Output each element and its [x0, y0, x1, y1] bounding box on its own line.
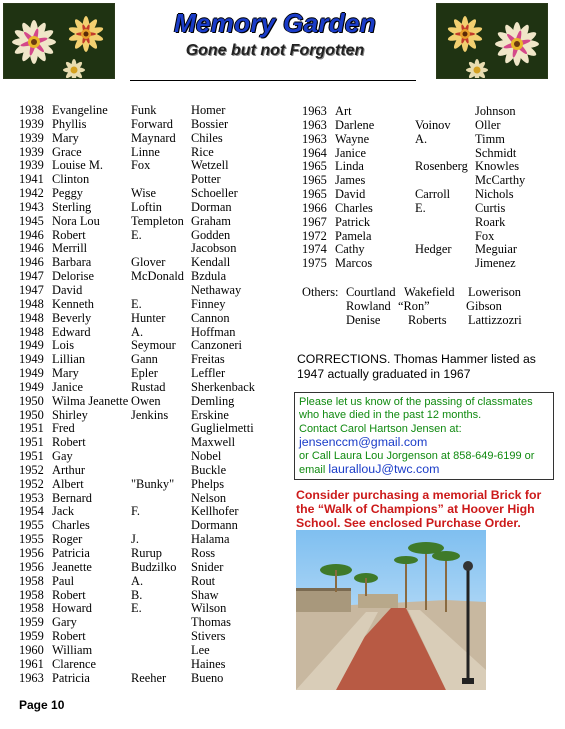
middle-name: Gann: [131, 352, 158, 367]
middle-name: Glover: [131, 255, 166, 270]
last-name: Bzdula: [191, 269, 227, 284]
notice-box: [294, 392, 554, 480]
list-item: [302, 216, 552, 230]
grad-year: 1943: [19, 199, 44, 214]
first-name: Grace: [52, 144, 82, 159]
first-name: Delorise: [52, 269, 94, 284]
grad-year: 1946: [19, 241, 44, 256]
list-item: [19, 339, 289, 353]
grad-year: 1958: [19, 573, 44, 588]
others-middle: “Ron”: [398, 299, 430, 313]
grad-year: 1965: [302, 159, 327, 174]
grad-year: 1949: [19, 379, 44, 394]
grad-year: 1946: [19, 227, 44, 242]
first-name: Darlene: [335, 117, 375, 132]
middle-name: "Bunky": [131, 476, 175, 491]
last-name: Haines: [191, 656, 226, 671]
first-name: Shirley: [52, 407, 88, 422]
list-item: [19, 146, 289, 160]
list-item: [302, 202, 552, 216]
list-item: [302, 188, 552, 202]
middle-name: Carroll: [415, 187, 451, 202]
first-name: Patricia: [52, 546, 90, 560]
first-name: Janice: [52, 379, 83, 394]
middle-name: Maynard: [131, 130, 176, 145]
brick-promo: Consider purchasing a memorial Brick for the “Walk of Champions” at Hoover High School. See enclosed Purchase Order.: [296, 488, 542, 530]
first-name: Linda: [335, 159, 364, 174]
notice-line2: Contact Carol Hartson Jensen at:: [299, 422, 462, 435]
grad-year: 1949: [19, 352, 44, 367]
grad-year: 1964: [302, 145, 327, 160]
first-name: Paul: [52, 573, 75, 588]
first-name: Charles: [335, 200, 373, 215]
flower-photo-right: [436, 3, 548, 79]
grad-year: 1938: [19, 103, 44, 117]
last-name: Demling: [191, 393, 235, 408]
list-item: [19, 450, 289, 464]
middle-name: A.: [131, 324, 144, 339]
last-name: Nelson: [191, 490, 227, 505]
others-last: Gibson: [466, 299, 502, 313]
others-section: [302, 285, 552, 327]
list-item: [19, 505, 289, 519]
grad-year: 1959: [19, 629, 44, 644]
middle-name: Forward: [131, 116, 173, 131]
last-name: Roark: [475, 214, 506, 229]
list-item: [19, 519, 289, 533]
last-name: Schoeller: [191, 186, 238, 201]
last-name: Leffler: [191, 366, 226, 381]
grad-year: 1963: [302, 117, 327, 132]
header-divider: [130, 80, 416, 81]
list-item: [19, 436, 289, 450]
list-item: [302, 147, 552, 161]
grad-year: 1946: [19, 255, 44, 270]
last-name: Knowles: [475, 159, 520, 174]
first-name: Howard: [52, 601, 92, 616]
page-subtitle: Gone but not Forgotten: [185, 42, 365, 59]
grad-year: 1939: [19, 130, 44, 145]
last-name: Halama: [191, 532, 230, 547]
first-name: Lillian: [52, 352, 86, 367]
last-name: Graham: [191, 213, 231, 228]
list-item: [19, 229, 289, 243]
list-item: [19, 381, 289, 395]
last-name: Oller: [475, 117, 501, 132]
grad-year: 1965: [302, 173, 327, 188]
middle-name: E.: [131, 296, 142, 311]
others-last: Lowerison: [468, 285, 521, 299]
list-item: [19, 132, 289, 146]
list-item: [19, 672, 289, 686]
list-item: [19, 395, 289, 409]
middle-name: Rurup: [131, 546, 162, 560]
first-name: Albert: [52, 476, 84, 491]
grad-year: 1939: [19, 144, 44, 159]
middle-name: F.: [131, 504, 140, 519]
middle-name: Rosenberg: [415, 159, 468, 174]
middle-name: Epler: [131, 366, 158, 381]
middle-name: Templeton: [131, 213, 184, 228]
grad-year: 1951: [19, 421, 44, 436]
grad-year: 1945: [19, 213, 44, 228]
last-name: Nobel: [191, 449, 222, 464]
last-name: Thomas: [191, 615, 231, 630]
list-item: [302, 133, 552, 147]
notice-line1: Please let us know of the passing of classmates who have died in the past 12 months.: [299, 396, 533, 422]
list-item: [19, 215, 289, 229]
grad-year: 1958: [19, 601, 44, 616]
middle-name: E.: [415, 200, 426, 215]
grad-year: 1951: [19, 435, 44, 450]
notice-line3: or Call Laura Lou Jorgenson at 858-649-6199 or email: [299, 449, 535, 477]
first-name: David: [52, 282, 83, 297]
first-name: James: [335, 173, 366, 188]
list-item: [19, 644, 289, 658]
last-name: Guglielmetti: [191, 421, 254, 436]
others-first: Rowland: [346, 299, 391, 313]
middle-name: Voinov: [415, 117, 451, 132]
list-item: [302, 105, 552, 119]
first-name: Charles: [52, 518, 90, 533]
email-link-1[interactable]: jensenccm@gmail.com: [299, 435, 428, 450]
list-item: [19, 658, 289, 672]
middle-name: Fox: [131, 158, 151, 173]
grad-year: 1963: [302, 131, 327, 146]
others-last: Lattizzozri: [468, 313, 522, 327]
grad-year: 1947: [19, 282, 44, 297]
grad-year: 1959: [19, 615, 44, 630]
middle-name: Owen: [131, 393, 161, 408]
first-name: Roger: [52, 532, 83, 547]
grad-year: 1951: [19, 449, 44, 464]
grad-year: 1961: [19, 656, 44, 671]
middle-name: Rustad: [131, 379, 166, 394]
others-middle: Roberts: [408, 313, 447, 327]
list-item: [19, 326, 289, 340]
walk-of-champions-photo: [296, 530, 486, 690]
grad-year: 1967: [302, 214, 327, 229]
list-item: [19, 173, 289, 187]
last-name: Rice: [191, 144, 214, 159]
list-item: [19, 422, 289, 436]
last-name: Maxwell: [191, 435, 236, 450]
list-item: [19, 533, 289, 547]
last-name: Fox: [475, 228, 495, 243]
flower-photo-left: [3, 3, 115, 79]
list-item: [19, 118, 289, 132]
first-name: Robert: [52, 629, 86, 644]
first-name: Wayne: [335, 131, 370, 146]
last-name: Shaw: [191, 587, 219, 602]
last-name: Kellhofer: [191, 504, 239, 519]
last-name: Kendall: [191, 255, 231, 270]
middle-name: E.: [131, 227, 142, 242]
first-name: Janice: [335, 145, 366, 160]
list-item: [19, 187, 289, 201]
grad-year: 1966: [302, 200, 327, 215]
grad-year: 1950: [19, 407, 44, 422]
grad-year: 1949: [19, 338, 44, 353]
last-name: Sherkenback: [191, 379, 255, 394]
last-name: Chiles: [191, 130, 223, 145]
first-name: Barbara: [52, 255, 92, 270]
list-item: [19, 242, 289, 256]
last-name: Freitas: [191, 352, 225, 367]
list-item: [19, 367, 289, 381]
first-name: Robert: [52, 587, 86, 602]
grad-year: 1975: [302, 256, 327, 271]
middle-name: A.: [131, 573, 144, 588]
last-name: Jimenez: [475, 256, 516, 271]
middle-name: Budzilko: [131, 559, 177, 574]
last-name: Curtis: [475, 200, 506, 215]
middle-name: B.: [131, 587, 143, 602]
first-name: Kenneth: [52, 296, 94, 311]
middle-name: McDonald: [131, 269, 184, 284]
list-item: [19, 104, 289, 118]
list-item: [302, 257, 552, 271]
last-name: Buckle: [191, 462, 227, 477]
grad-year: 1956: [19, 559, 44, 574]
middle-name: Loftin: [131, 199, 162, 214]
list-item: [19, 298, 289, 312]
first-name: Edward: [52, 324, 91, 339]
grad-year: 1958: [19, 587, 44, 602]
first-name: Mary: [52, 366, 79, 381]
first-name: Lois: [52, 338, 75, 353]
list-item: [19, 561, 289, 575]
first-name: Sterling: [52, 199, 92, 214]
first-name: Robert: [52, 435, 86, 450]
last-name: Wilson: [191, 601, 227, 616]
last-name: Lee: [191, 642, 210, 657]
grad-year: 1954: [19, 504, 44, 519]
last-name: Johnson: [475, 104, 516, 118]
page-number: Page 10: [19, 698, 65, 712]
grad-year: 1965: [302, 187, 327, 202]
grad-year: 1956: [19, 546, 44, 560]
first-name: Peggy: [52, 186, 83, 201]
last-name: McCarthy: [475, 173, 526, 188]
list-item: [19, 575, 289, 589]
list-item: [19, 478, 289, 492]
first-name: Mary: [52, 130, 79, 145]
grad-year: 1947: [19, 269, 44, 284]
list-item: [302, 174, 552, 188]
middle-name: J.: [131, 532, 139, 547]
first-name: David: [335, 187, 366, 202]
grad-year: 1974: [302, 242, 327, 257]
first-name: Arthur: [52, 462, 86, 477]
list-item: [19, 547, 289, 561]
last-name: Cannon: [191, 310, 230, 325]
list-item: [19, 284, 289, 298]
middle-name: Jenkins: [131, 407, 169, 422]
first-name: Louise M.: [52, 158, 103, 173]
first-name: Jack: [52, 504, 75, 519]
others-first: Denise: [346, 313, 381, 327]
grad-year: 1955: [19, 518, 44, 533]
first-name: Art: [335, 104, 352, 118]
last-name: Rout: [191, 573, 216, 588]
grad-year: 1948: [19, 296, 44, 311]
last-name: Nethaway: [191, 282, 242, 297]
first-name: Fred: [52, 421, 75, 436]
middle-name: Wise: [131, 186, 156, 201]
middle-name: Reeher: [131, 670, 167, 685]
list-item: [302, 160, 552, 174]
grad-year: 1952: [19, 476, 44, 491]
middle-name: Funk: [131, 103, 157, 117]
first-name: Phyllis: [52, 116, 87, 131]
grad-year: 1948: [19, 324, 44, 339]
last-name: Canzoneri: [191, 338, 242, 353]
first-name: Gay: [52, 449, 73, 464]
list-item: [19, 409, 289, 423]
first-name: Merrill: [52, 241, 88, 256]
last-name: Schmidt: [475, 145, 517, 160]
last-name: Godden: [191, 227, 231, 242]
grad-year: 1963: [19, 670, 44, 685]
middle-name: Linne: [131, 144, 160, 159]
last-name: Meguiar: [475, 242, 517, 257]
last-name: Potter: [191, 172, 221, 187]
grad-year: 1949: [19, 366, 44, 381]
last-name: Bueno: [191, 670, 224, 685]
last-name: Snider: [191, 559, 224, 574]
first-name: Robert: [52, 227, 86, 242]
list-item: [302, 119, 552, 133]
page-title: Memory Garden: [174, 8, 376, 38]
list-item: [302, 230, 552, 244]
list-item: [19, 256, 289, 270]
last-name: Nichols: [475, 187, 514, 202]
first-name: Pamela: [335, 228, 372, 243]
memorial-list-left: [19, 104, 289, 685]
middle-name: Hedger: [415, 242, 452, 257]
others-first: Courtland: [346, 285, 396, 299]
first-name: Wilma Jeanette: [52, 393, 129, 408]
first-name: Jeanette: [52, 559, 92, 574]
middle-name: A.: [415, 131, 428, 146]
last-name: Ross: [191, 546, 216, 560]
grad-year: 1963: [302, 104, 327, 118]
list-item: [19, 353, 289, 367]
list-item: [19, 270, 289, 284]
last-name: Timm: [475, 131, 505, 146]
grad-year: 1948: [19, 310, 44, 325]
email-link-2[interactable]: laurallouJ@twc.com: [328, 462, 440, 477]
last-name: Bossier: [191, 116, 229, 131]
last-name: Dormann: [191, 518, 238, 533]
middle-name: Hunter: [131, 310, 166, 325]
first-name: Marcos: [335, 256, 373, 271]
first-name: William: [52, 642, 93, 657]
grad-year: 1960: [19, 642, 44, 657]
first-name: Patrick: [335, 214, 371, 229]
grad-year: 1941: [19, 172, 44, 187]
first-name: Clarence: [52, 656, 97, 671]
list-item: [19, 492, 289, 506]
middle-name: Seymour: [131, 338, 176, 353]
list-item: [19, 159, 289, 173]
first-name: Cathy: [335, 242, 365, 257]
corrections-note: CORRECTIONS. Thomas Hammer listed as 1947 actually graduated in 1967: [297, 352, 536, 381]
first-name: Bernard: [52, 490, 92, 505]
list-item: [19, 312, 289, 326]
last-name: Homer: [191, 103, 226, 117]
list-item: [19, 201, 289, 215]
others-middle: Wakefield: [404, 285, 455, 299]
first-name: Patricia: [52, 670, 90, 685]
first-name: Evangeline: [52, 103, 108, 117]
grad-year: 1952: [19, 462, 44, 477]
list-item: [302, 243, 552, 257]
last-name: Jacobson: [191, 241, 237, 256]
last-name: Hoffman: [191, 324, 236, 339]
middle-name: E.: [131, 601, 142, 616]
list-item: [19, 464, 289, 478]
last-name: Wetzell: [191, 158, 229, 173]
first-name: Gary: [52, 615, 77, 630]
last-name: Stivers: [191, 629, 226, 644]
list-item: [19, 630, 289, 644]
list-item: [19, 602, 289, 616]
grad-year: 1955: [19, 532, 44, 547]
grad-year: 1972: [302, 228, 327, 243]
others-label: Others:: [302, 285, 339, 299]
first-name: Nora Lou: [52, 213, 100, 228]
last-name: Finney: [191, 296, 226, 311]
last-name: Dorman: [191, 199, 232, 214]
grad-year: 1950: [19, 393, 44, 408]
grad-year: 1942: [19, 186, 44, 201]
grad-year: 1953: [19, 490, 44, 505]
grad-year: 1939: [19, 158, 44, 173]
list-item: [19, 616, 289, 630]
last-name: Phelps: [191, 476, 225, 491]
header: [118, 8, 432, 62]
list-item: [19, 589, 289, 603]
first-name: Clinton: [52, 172, 90, 187]
grad-year: 1939: [19, 116, 44, 131]
memorial-list-right: [302, 105, 552, 271]
last-name: Erskine: [191, 407, 229, 422]
first-name: Beverly: [52, 310, 92, 325]
